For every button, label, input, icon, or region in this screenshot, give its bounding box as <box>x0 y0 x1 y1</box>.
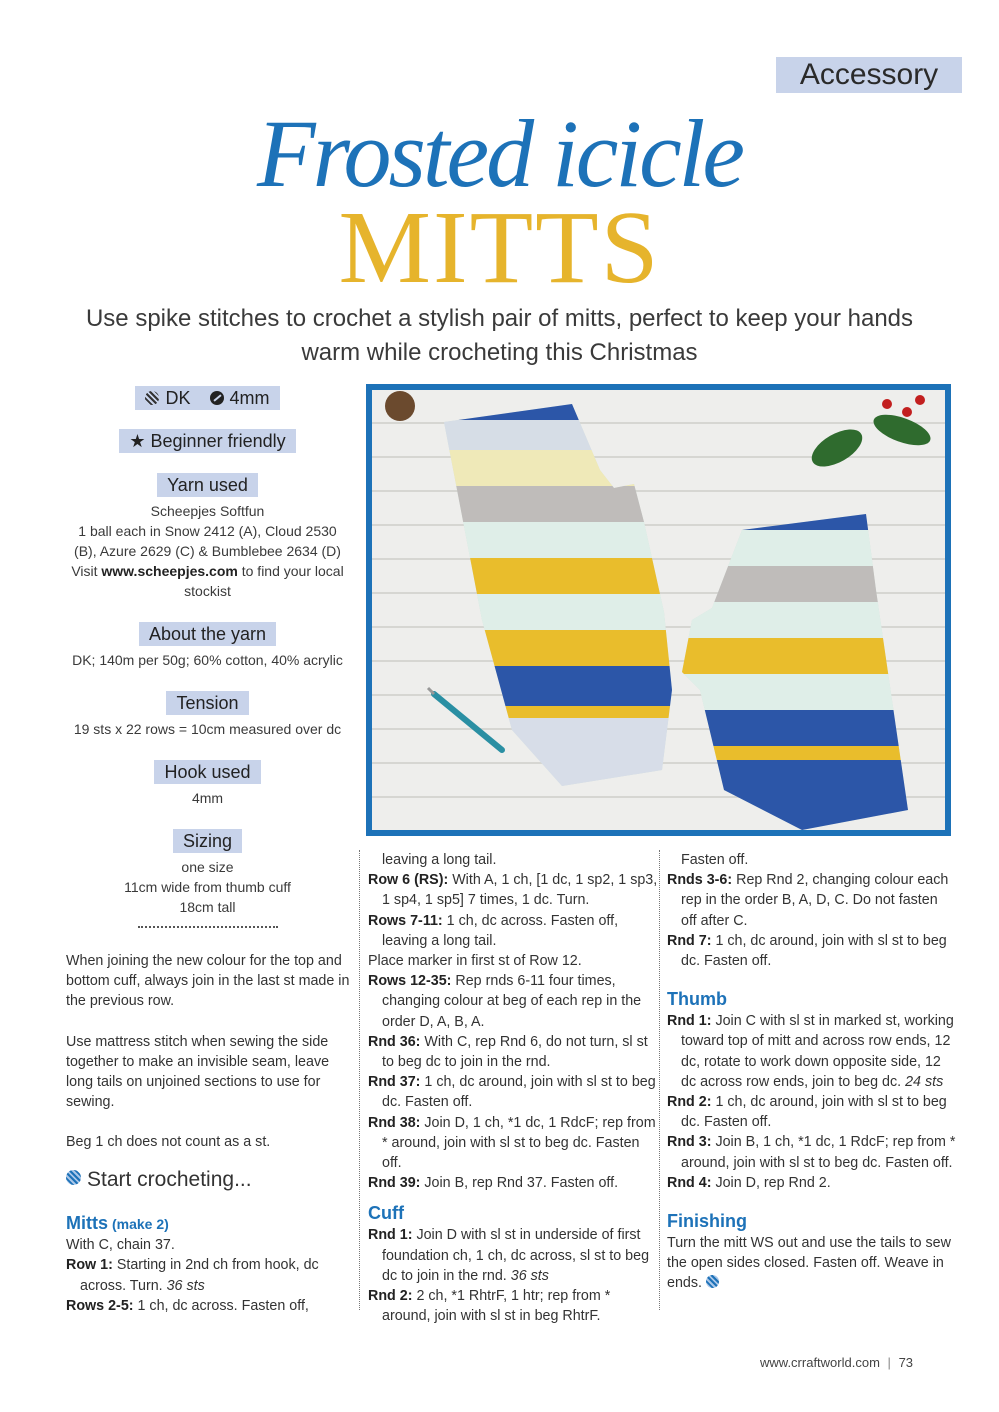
footer: www.crraftworld.com | 73 <box>760 1355 914 1370</box>
finishing-heading: Finishing <box>667 1211 747 1232</box>
yarn-visit: Visit www.scheepjes.com to find your local stockist <box>71 563 344 599</box>
thumb-rnd-4: Rnd 4: Join D, rep Rnd 2. <box>667 1174 831 1191</box>
standfirst: Use spike stitches to crochet a stylish pair of mitts, perfect to keep your hands warm while crocheting this Christmas <box>85 305 914 366</box>
thumb-rnd-3: Rnd 3: Join B, 1 ch, *1 dc, 1 RdcF; rep from * around, join with sl st to beg dc. Fasten off. <box>667 1134 956 1171</box>
difficulty-label: Beginner friendly <box>150 431 286 451</box>
yarn-brand: Scheepjes Softfun <box>150 503 265 519</box>
rnd-38: Rnd 38: Join D, 1 ch, *1 dc, 1 RdcF; rep from * around, join with sl st to beg dc. Fasten off. <box>368 1114 656 1172</box>
mitts-section <box>66 1211 356 1316</box>
column-rule-2 <box>659 850 660 1310</box>
cuff-continued: Fasten off. <box>681 852 749 868</box>
about-yarn-heading: About the yarn <box>139 622 276 646</box>
section-tag: Accessory <box>776 57 962 93</box>
hook-used-heading: Hook used <box>154 760 260 784</box>
divider-dots <box>138 926 278 928</box>
cuff-heading: Cuff <box>368 1203 404 1224</box>
note-joining: When joining the new colour for the top and bottom cuff, always join in the last st made in the previous row. <box>66 953 350 1010</box>
rnd-36: Rnd 36: With C, rep Rnd 6, do not turn, sl st to beg dc to join in the rnd. <box>368 1033 648 1071</box>
about-yarn-text: DK; 140m per 50g; 60% cotton, 40% acrylic <box>72 652 343 668</box>
notes <box>66 951 356 1173</box>
yarn-ball-icon <box>145 391 159 405</box>
cuff-rnd-2: Rnd 2: 2 ch, *1 RhtrF, 1 htr; rep from * around, join with sl st in beg RhtrF. <box>368 1288 611 1325</box>
mitts-row-1: Row 1: Starting in 2nd ch from hook, dc across. Turn. 36 sts <box>66 1257 319 1294</box>
place-marker: Place marker in first st of Row 12. <box>368 953 582 970</box>
title-line-1: Frosted icicle <box>257 100 742 207</box>
mitts-heading: Mitts <box>66 1213 108 1233</box>
rnd-39: Rnd 39: Join B, rep Rnd 37. Fasten off. <box>368 1175 619 1192</box>
hook-size-label: 4mm <box>229 388 270 408</box>
finishing-text: Turn the mitt WS out and use the tails to sew the open sides closed. Fasten off. Weave in ends. <box>667 1235 951 1292</box>
yarn-used-body <box>66 501 349 601</box>
thumb-heading: Thumb <box>667 989 727 1010</box>
mitts-rows-2-5: Rows 2-5: 1 ch, dc across. Fasten off, <box>66 1297 309 1314</box>
yarn-colours: 1 ball each in Snow 2412 (A), Cloud 2530 (B), Azure 2629 (C) & Bumblebee 2634 (D) <box>74 523 341 559</box>
hook-used-text: 4mm <box>191 790 224 806</box>
scheepjes-link[interactable]: www.scheepjes.com <box>101 563 238 579</box>
rnd-37: Rnd 37: 1 ch, dc around, join with sl st to beg dc. Fasten off. <box>368 1074 656 1111</box>
weight-label: DK <box>165 388 191 408</box>
mitts-photo-illustration <box>372 390 945 830</box>
note-mattress: Use mattress stitch when sewing the side together to make an invisible seam, leave long tails on unjoined sections to use for sewing. <box>66 1033 330 1111</box>
spec-weight-hook <box>66 386 349 410</box>
mitts-make: (make 2) <box>111 1216 169 1232</box>
start-crocheting-heading: Start crocheting... <box>66 1166 252 1194</box>
yarn-used-heading: Yarn used <box>157 473 258 497</box>
sizing-text: one size 11cm wide from thumb cuff 18cm tall <box>124 859 291 915</box>
footer-url[interactable]: www.crraftworld.com <box>760 1355 880 1370</box>
cuff-rnd-1: Rnd 1: Join D with sl st in underside of first foundation ch, 1 ch, dc across, sl st to beg dc to join in the rnd. 36 sts <box>368 1227 650 1284</box>
column-rule-1 <box>359 850 360 1310</box>
thumb-rnd-1: Rnd 1: Join C with sl st in marked st, working toward top of mitt and across row ends, 12 dc, rotate to work down opposite side, 12 dc across row ends, join to beg dc. 24 sts <box>667 1013 954 1090</box>
rnd-7: Rnd 7: 1 ch, dc around, join with sl st to beg dc. Fasten off. <box>667 932 947 970</box>
title-line-2: MITTS <box>338 190 661 305</box>
hook-icon <box>210 391 224 405</box>
spec-difficulty <box>66 429 349 453</box>
star-icon: ★ <box>129 431 146 451</box>
column-3 <box>667 850 957 1294</box>
rows-12-35: Rows 12-35: Rep rnds 6-11 four times, changing colour at beg of each rep in the order D, A, B, A. <box>368 973 642 1030</box>
thumb-rnd-2: Rnd 2: 1 ch, dc around, join with sl st to beg dc. Fasten off. <box>667 1094 947 1131</box>
tension-heading: Tension <box>166 691 248 715</box>
sizing-heading: Sizing <box>173 829 242 853</box>
note-beg-ch: Beg 1 ch does not count as a st. <box>66 1134 271 1151</box>
page-number: 73 <box>898 1355 914 1370</box>
end-yarn-icon <box>706 1275 719 1288</box>
yarn-ball-icon <box>66 1170 81 1185</box>
row-5-continued: leaving a long tail. <box>382 852 497 868</box>
mitts-photo <box>366 384 951 836</box>
tension-text: 19 sts x 22 rows = 10cm measured over dc <box>73 721 342 737</box>
column-2 <box>368 850 658 1326</box>
row-6: Row 6 (RS): With A, 1 ch, [1 dc, 1 sp2, 1 sp3, 1 sp4, 1 sp5] 7 times, 1 dc. Turn. <box>368 872 658 909</box>
rnds-3-6: Rnds 3-6: Rep Rnd 2, changing colour each rep in the order B, A, D, C. Do not fasten off after C. <box>667 872 949 929</box>
rows-7-11: Rows 7-11: 1 ch, dc across. Fasten off, leaving a long tail. <box>368 912 619 949</box>
mitts-intro: With C, chain 37. <box>66 1237 175 1254</box>
